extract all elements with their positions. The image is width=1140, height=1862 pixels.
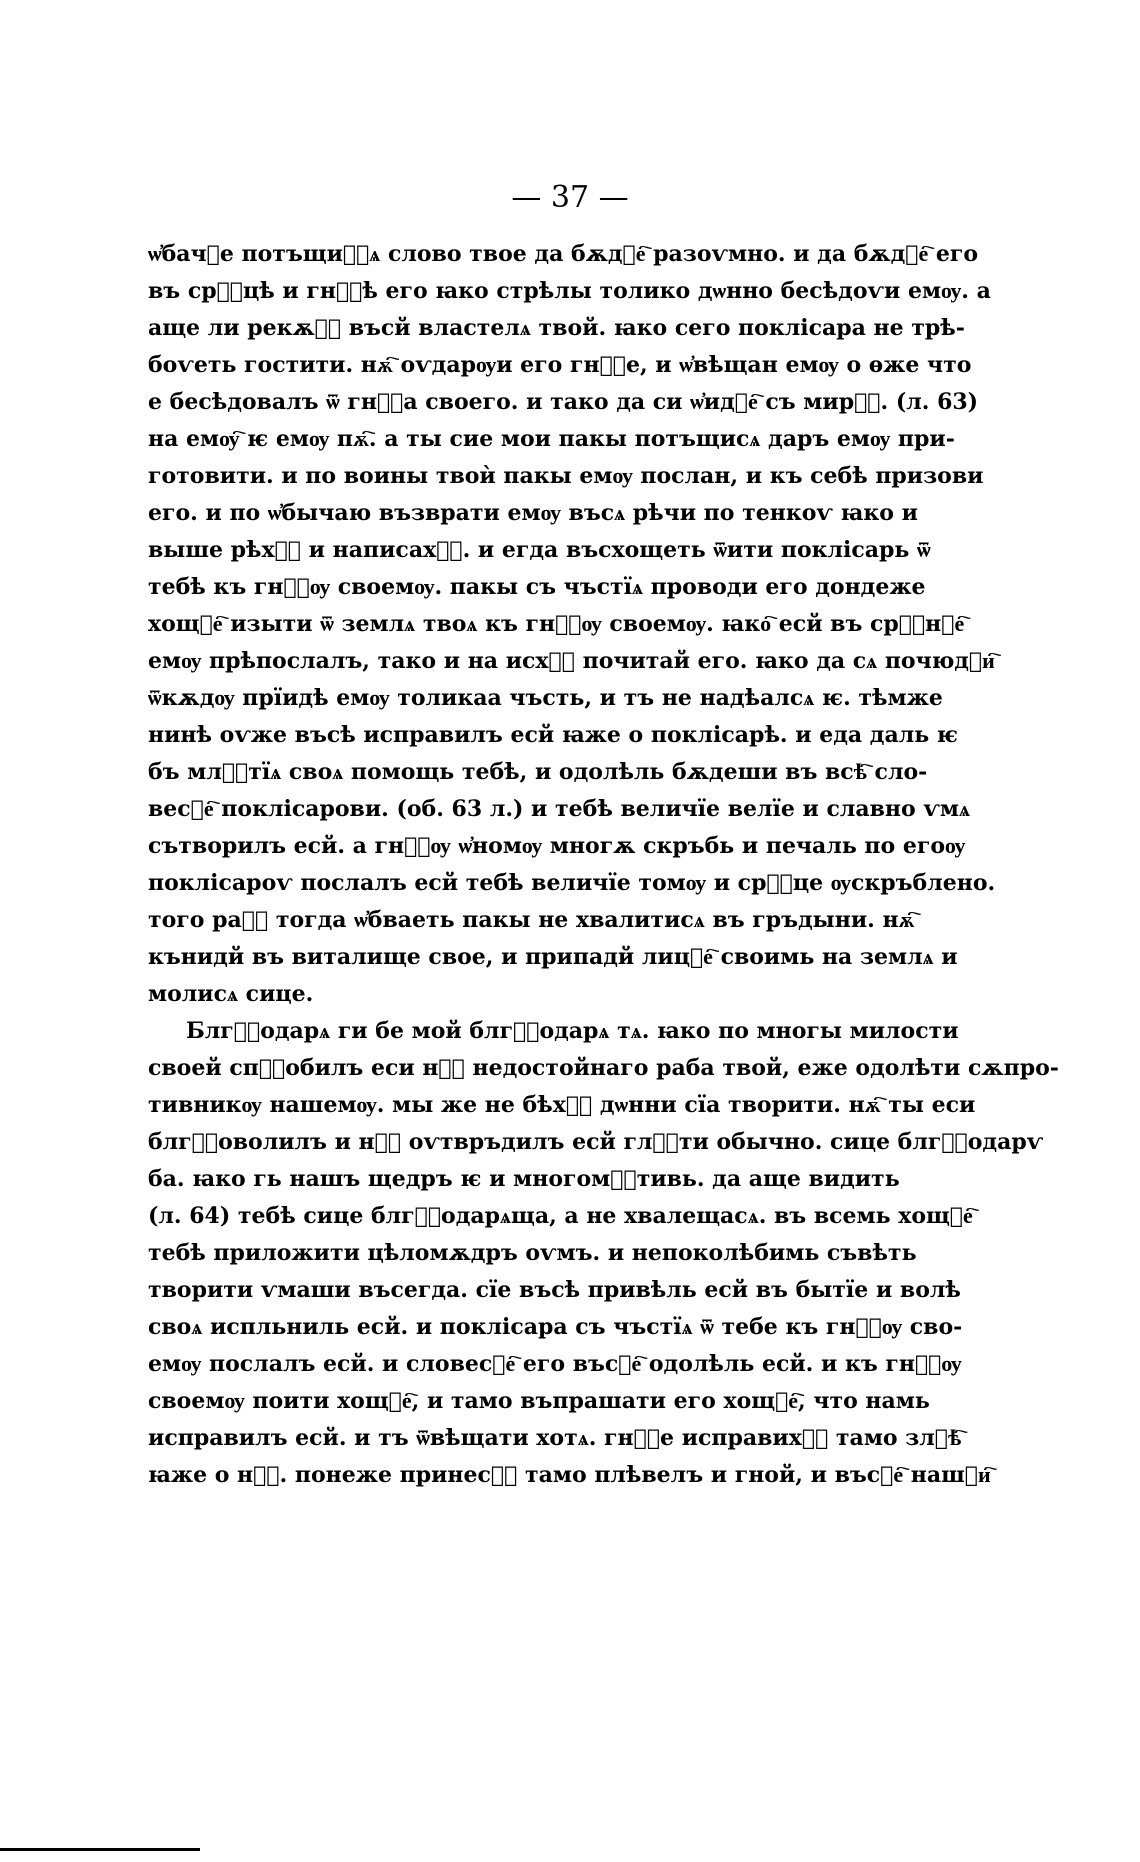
- text-line: выше рѣхⷪ҇ и написахⷪ҇. и егда въсхощеть ѿити поклісарь ѿ: [148, 537, 931, 563]
- text-line: творити ѵмаши въсегда. сїе въсѣ привѣль есй въ бытїе и волѣ: [148, 1277, 961, 1303]
- text-line: въ срⷭ҇цѣ и гнⷭ҇ѣ его ꙗко стрѣлы толико дѡнно бесѣдоѵи емѹ. а: [148, 278, 991, 304]
- text-line: тебѣ приложити цѣломѫдръ оѵмъ. и непоколѣбимь съвѣть: [148, 1240, 917, 1266]
- text-line: блгⷭ҇оволилъ и нⷶ҇ оѵтвръдилъ есй глⷶ҇ти обычно. сице блгⷭ҇одарѵ: [148, 1129, 1044, 1155]
- text-line: поклісароѵ послалъ есй тебѣ величїе томѹ и срⷭ҇це ѹскръблено.: [148, 870, 996, 896]
- text-line: ѿкѫдѹ прїидѣ емѹ толикаа чъсть, и тъ не надѣалсѧ ѥ. тѣмже: [148, 685, 943, 711]
- text-line: тебѣ къ гнⷭ҇ѹ своемѹ. пакы съ чъстїѧ проводи его дондеже: [148, 574, 926, 600]
- text-line: того раⷣ҇ тогда ѡ҆бваеть пакы не хвалитисѧ въ гръдыни. нѫ҇: [148, 907, 915, 933]
- text-line: (л. 64) тебѣ сице блгⷭ҇одарѧща, а не хвалещасѧ. въ всемь хощⷮе҇: [148, 1203, 973, 1229]
- text-line: Блгⷭ҇одарѧ ги бе мой блгⷭ҇одарѧ тѧ. ꙗко по многы милости: [186, 1018, 959, 1044]
- text-line: аще ли рекѫⷮ҇ въсй властелѧ твой. ꙗко сего поклісара не трѣ-: [148, 315, 965, 341]
- text-line: ꙗже о нⷶ҇. понеже принесⷪ҇ тамо плѣвелъ и гной, и въсⷮе҇ нашⷮи҇: [148, 1462, 991, 1488]
- text-line: нинѣ оѵже въсѣ исправилъ есй ꙗже о поклісарѣ. и еда даль ѥ: [148, 722, 958, 748]
- text-line: боѵеть гостити. нѫ҇ оѵдарѹи его гнⷭ҇е, и ѡ҆вѣщан емѹ о ѳже что: [148, 352, 972, 378]
- text-line: на емѹ҇ ѥ емѹ пѫ҇. а ты сие мои пакы потъщисѧ даръ емѹ при-: [148, 426, 955, 452]
- text-line: е бесѣдовалъ ѿ гнⷭ҇а своего. и тако да си ѡ҆идⷮе҇ съ мирⷪ҇. (л. 63): [148, 389, 979, 415]
- text-line: своей спⷭ҇обилъ еси нⷶ҇ недостойнаго раба твой, еже одолѣти сѫпро-: [148, 1055, 1059, 1081]
- text-line: молисѧ сице.: [148, 981, 314, 1007]
- text-line: хощⷮе҇ изыти ѿ землѧ твоѧ къ гнⷭ҇ѹ своемѹ. ꙗко҇ есй въ срⷭ҇нⷮе҇: [148, 611, 965, 637]
- text-line: весⷮе҇ поклісарови. (об. 63 л.) и тебѣ величїе велїе и славно ѵмѧ: [148, 796, 970, 822]
- text-line: кънидй въ виталище свое, и припадй лицⷮе҇ своимь на землѧ и: [148, 944, 958, 970]
- page-number: — 37 —: [511, 180, 629, 215]
- text-line: своѧ испльниль есй. и поклісара съ чъстїѧ ѿ тебе къ гнⷭ҇ѹ сво-: [148, 1314, 963, 1340]
- text-line: емѹ прѣпослалъ, тако и на исхⷪ҇ почитай его. ꙗко да сѧ почюдⷮи҇: [148, 648, 995, 674]
- text-line: исправилъ есй. и тъ ѿвѣщати хотѧ. гнⷭ҇е исправихⷪ҇ тамо злⷮѣ҇: [148, 1425, 962, 1451]
- text-line: своемѹ поити хощⷮе҇, и тамо въпрашати его хощⷮе҇, что намь: [148, 1388, 930, 1414]
- text-line: бъ млⷭ҇тїѧ своѧ помощь тебѣ, и одолѣль бѫдеши въ всѣ҇ сло-: [148, 759, 928, 785]
- scan-edge-line: [0, 1848, 200, 1851]
- text-line: ѡ҆бачⷺе потъщиⷭ҇ѧ слово твое да бѫдⷮе҇ разоѵмно. и да бѫдⷮе҇ его: [148, 241, 979, 267]
- body-text: [148, 236, 1059, 1494]
- text-line: емѹ послалъ есй. и словесⷮе҇ его въсⷮе҇ одолѣль есй. и къ гнⷭ҇ѹ: [148, 1351, 962, 1377]
- text-line: сътворилъ есй. а гнⷭ҇ѹ ѡ҆номѹ многѫ скръбь и печаль по егоѹ: [148, 833, 966, 859]
- text-line: его. и по ѡ҆бычаю възврати емѹ въсѧ рѣчи по тенкоѵ ꙗко и: [148, 500, 918, 526]
- text-line: ба. ꙗко гь нашъ щедръ ѥ и многомⷭ҇тивь. да аще видить: [148, 1166, 900, 1192]
- text-line: готовити. и по воины твоѝ пакы емѹ послан, и къ себѣ призови: [148, 463, 984, 489]
- text-line: тивникѹ нашемѹ. мы же не бѣхⷪ҇ дѡнни сїа творити. нѫ҇ ты еси: [148, 1092, 976, 1118]
